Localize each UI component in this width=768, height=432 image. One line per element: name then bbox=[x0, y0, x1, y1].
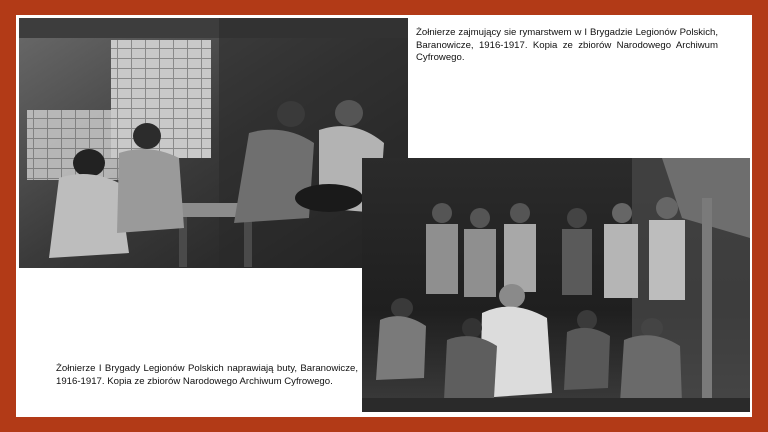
slide-panel bbox=[16, 15, 752, 417]
photo-saddlery-workshop bbox=[19, 18, 408, 268]
caption-boot-repair: Żołnierze I Brygady Legionów Polskich naprawiają buty, Baranowicze, 1916-1917. Kopia ze zbiorów Narodowego Archiwum Cyfrowego. bbox=[56, 363, 358, 387]
caption-saddlery: Żołnierze zajmujący sie rymarstwem w I Brygadzie Legionów Polskich, Baranowicze, 1916-1917. Kopia ze zbiorów Narodowego Archiwum Cyfrowego. bbox=[416, 27, 718, 63]
photo-boot-repair-group bbox=[362, 158, 750, 412]
